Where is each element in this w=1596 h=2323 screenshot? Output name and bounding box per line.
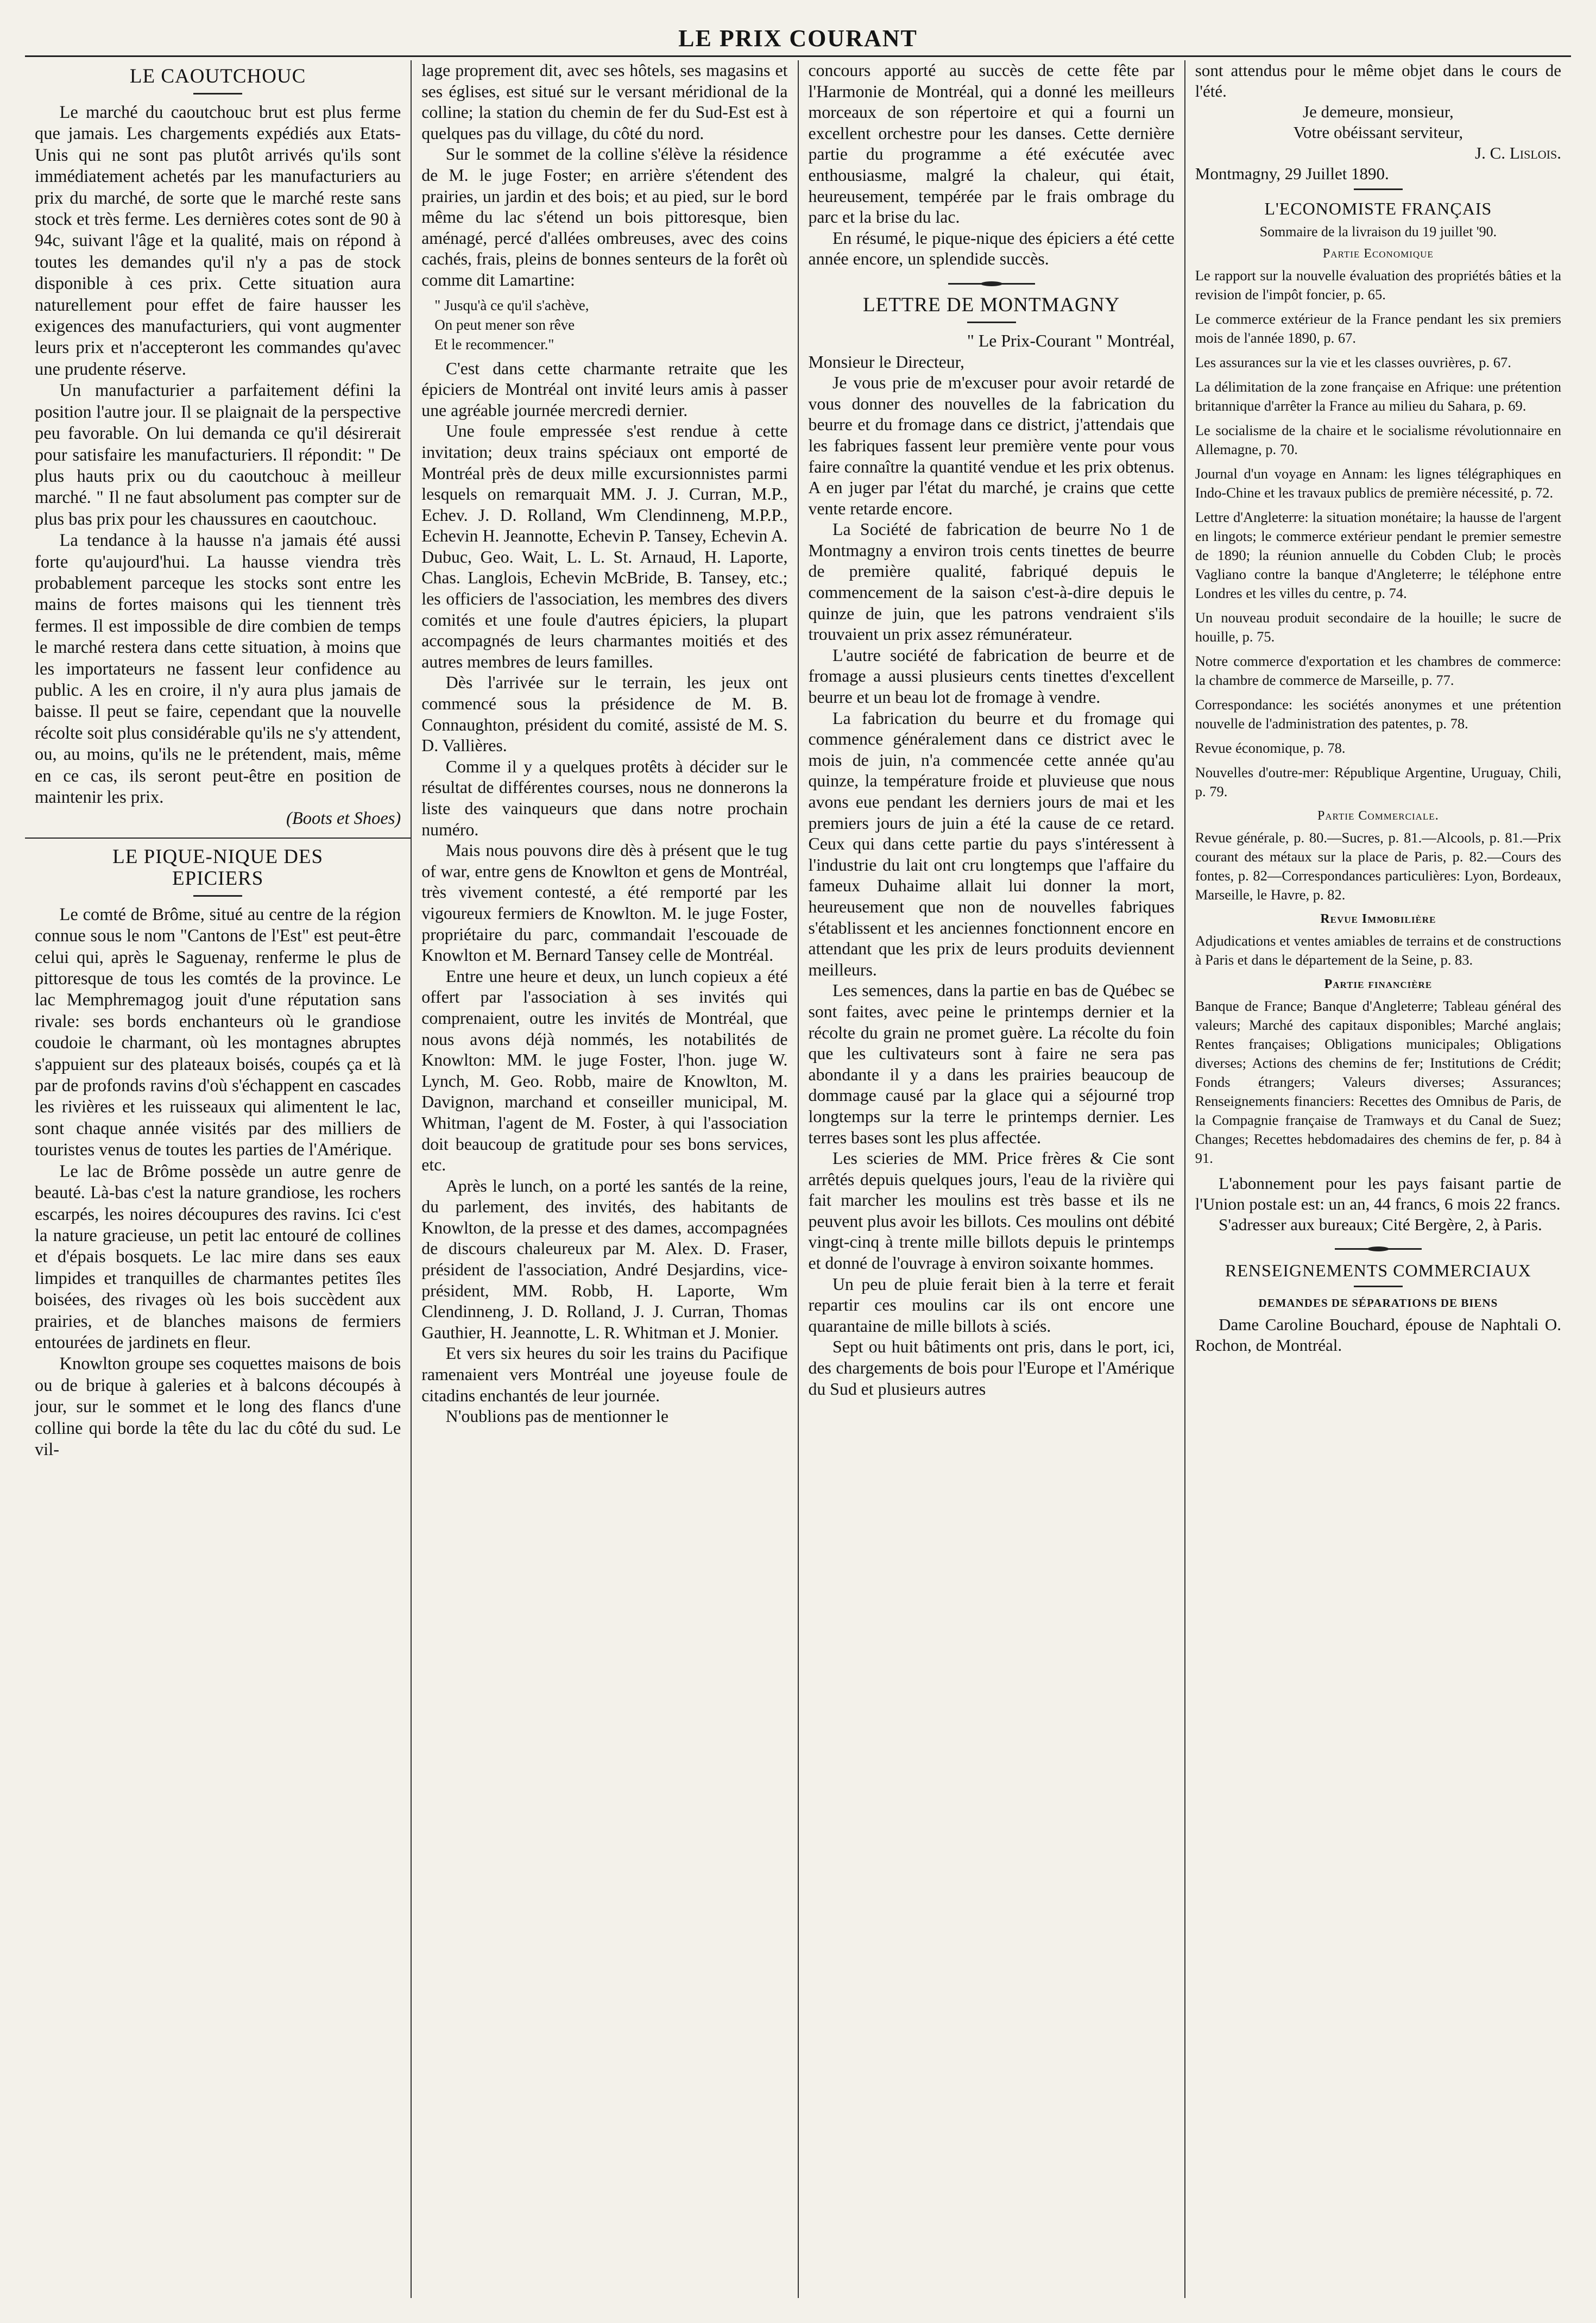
paragraph: Et vers six heures du soir les trains du Pacifique ramenaient vers Montréal une joyeuse foule de citadins enchantés de leur journée. [421, 1344, 788, 1405]
paragraph: N'oublions pas de mentionner le [445, 1407, 668, 1426]
paragraph: lage proprement dit, avec ses hôtels, ses magasins et ses églises, est situé sur le versant méridional de la colline; la station du chemin de fer du Sud-Est est à quelques pas du village, du côté du nord. [421, 61, 788, 143]
paragraph: Mais nous pouvons dire dès à présent que le tug of war, entre gens de Knowlton et gens de Montréal, très vivement contesté, a été remporté par les vigoureux fermiers de Knowlton. M. le juge Foster, propriétaire du parc, commandait l'escouade de Knowlton et M. Bernard Tansey celle de Montréal. [421, 841, 788, 965]
paragraph: Le lac de Brôme possède un autre genre de beauté. Là-bas c'est la nature grandiose, les rochers escarpés, les noires découpures des ravins. Ici c'est la nature gracieuse, un petit lac entouré de collines et d'épais bosquets. Le lac mire dans ses eaux limpides et tranquilles de charmantes petites îles boisées, des rivages où les bois succèdent aux prairies, et de blanches maisons de fermiers entourées de jardinets en fleur. [35, 1161, 401, 1352]
pique-nique-title-line2: EPICIERS [172, 867, 264, 890]
section-heading: Partie financière [1324, 977, 1433, 991]
poem-line: On peut mener son rêve [434, 316, 575, 333]
paragraph: Je vous prie de m'excuser pour avoir retardé de vous donner des nouvelles de la fabrication du beurre et du fromage dans ce district, j'attendais que les fabriques fassent leur première vente pour vous faire connaître la quantité vendue et les prix obtenus. A en juger par l'état du marché, je crains que cette vente retarde encore. [808, 373, 1175, 518]
section-heading: Partie Commerciale. [1317, 809, 1439, 823]
paragraph: Un manufacturier a parfaitement défini la position l'autre jour. Il se plaignait de la perspective peu favorable. On lui demanda ce qu'il désirerait pour satisfaire les manufacturiers. Il répondit: " De plus hauts prix ou du caoutchouc à meilleur marché. " Il ne faut absolument pas compter sur de plus bas prix pour les chaussures en caoutchouc. [35, 381, 401, 529]
toc-item: Les assurances sur la vie et les classes ouvrières, p. 67. [1195, 354, 1511, 370]
column-2 [412, 60, 798, 2298]
letter-closing: Je demeure, monsieur, [1303, 102, 1454, 121]
paragraph: Sept ou huit bâtiments ont pris, dans le port, ici, des chargements de bois pour l'Europe et l'Amérique du Sud et plusieurs autres [808, 1337, 1175, 1399]
poem-line: Et le recommencer." [434, 336, 554, 352]
title-rule [193, 93, 242, 95]
paragraph: Comme il y a quelques protêts à décider sur le résultat de différentes courses, nous ne donnerons la liste des vainqueurs que dans notre prochain numéro. [421, 757, 788, 839]
paragraph: Les semences, dans la partie en bas de Québec se sont faites, avec peine le printemps dernier et la récolte du grain ne promet guère. La récolte du foin que les cultivateurs sont à faire ne sera pas abondante il y a dans les prairies beaucoup de dommage causé par la glace qui a séjourné trop longtemps sur la terre le printemps dernier. Les terres bases sont les plus affectée. [808, 981, 1175, 1147]
economiste-sommaire: Sommaire de la livraison du 19 juillet '90. [1259, 224, 1497, 240]
poem-line: " Jusqu'à ce qu'il s'achève, [434, 297, 589, 313]
section-divider [25, 838, 411, 839]
column-1 [25, 60, 412, 2298]
poem-quote [434, 295, 787, 354]
paragraph: La Société de fabrication de beurre No 1 de Montmagny a environ trois cents tinettes de beurre de première qualité, fabriqué depuis le commencement de la saison c'est-à-dire depuis le quinze de juin, que les patrons vendraient s'ils trouvaient un prix assez rémunérateur. [808, 520, 1175, 644]
title-rule [193, 895, 242, 897]
toc-item: Un nouveau produit secondaire de la houille; le sucre de houille, p. 75. [1195, 609, 1561, 645]
table-of-contents [1195, 266, 1561, 1168]
title-rule [1354, 1286, 1403, 1287]
paragraph: Après le lunch, on a porté les santés de la reine, du parlement, des invités, des habitants de Knowlton, de la presse et des dames, accompagnées de discours chaleureux par M. Alex. D. Fraser, président de l'association, André Desjardins, vice-président, MM. Robb, H. Laporte, Wm Clendinneng, J. D. Rolland, J. J. Curran, Thomas Gauthier, H. Jeannotte, L. R. Whitman et J. Monier. [421, 1176, 788, 1342]
paragraph: Une foule empressée s'est rendue à cette invitation; deux trains spéciaux ont emporté de Montréal près de deux mille excursionnistes parmi lesquels on remarquait MM. J. J. Curran, M.P., Echev. J. D. Rolland, Wm Clendinneng, M.P.P., Echevin H. Jeannotte, Echevin P. Tansey, Echevin A. Dubuc, Geo. Wait, L. L. St. Arnaud, H. Laporte, Chas. Langlois, Echevin McBride, B. Tansey, etc.; les officiers de l'association, les membres des divers comités et une foule d'autres épiciers, la plupart accompagnés de leurs charmantes moitiés et des autres membres de leurs familles. [421, 421, 788, 671]
letter-signature: J. C. Lislois. [1475, 143, 1561, 162]
paragraph: concours apporté au succès de cette fête par l'Harmonie de Montréal, qui a donné les meilleurs morceaux de son répertoire et qui a fourni un excellent orchestre pour les danses. Cette dernière partie du programme a été exécutée avec enthousiasme, malgré la chaleur, qui était, heureusement, tempérée par le frais ombrage du parc et la brise du lac. [808, 61, 1175, 227]
column-3 [799, 60, 1185, 2298]
paragraph: sont attendus pour le même objet dans le cours de l'été. [1195, 61, 1561, 100]
paragraph: Le marché du caoutchouc brut est plus ferme que jamais. Les chargements expédiés aux Etats-Unis qui ne sont pas plutôt arrivés qu'ils sont immédiatement achetés par les manufacturiers au prix du marché, de sorte que le marché reste sans stock et très ferme. Les dernières cotes sont de 90 à 94c, suivant l'âge et la qualité, mais on répond à toutes les demandes qu'il n'y a pas de stock disponible à ces prix. Cette situation aura naturellement pour effet de faire hausser les exigences des manufacturiers, qui vont augmenter leurs prix et n'accepteront les commandes qu'avec une prudente réserve. [35, 103, 401, 379]
toc-item: Correspondance: les sociétés anonymes et une prétention nouvelle de l'administration des patentes, p. 78. [1195, 696, 1561, 732]
toc-item: Notre commerce d'exportation et les chambres de commerce: la chambre de commerce de Marseille, p. 77. [1195, 653, 1561, 688]
toc-item: Adjudications et ventes amiables de terrains et de constructions à Paris et dans le département de la Seine, p. 83. [1195, 933, 1561, 968]
paragraph: Un peu de pluie ferait bien à la terre et ferait repartir ces moulins car ils ont encore une quarantaine de mille billots à sciés. [808, 1274, 1175, 1336]
paragraph: Les scieries de MM. Price frères & Cie sont arrêtés depuis quelques jours, l'eau de la rivière qui fait marcher les moulins est très basse et ils ne peuvent plus avoir les billots. Ces moulins ont débité vingt-cinq à trente mille billots depuis le printemps et donné de l'ouvrage à environ soixante hommes. [808, 1149, 1175, 1273]
toc-item: Banque de France; Banque d'Angleterre; Tableau général des valeurs; Marché des capitaux disponibles; Marché anglais; Rentes françaises; Obligations municipales; Obligations diverses; Actions des chemins de fer; Institutions de Crédit; Fonds étrangers; Valeurs diverses; Assurances; Renseignements financiers: Recettes des Omnibus de Paris, de la Compagnie française de Tramways et du Canal de Suez; Changes; Recettes hebdomadaires des chemins de fer, p. 84 à 91. [1195, 998, 1561, 1166]
sub-heading: DEMANDES DE SÉPARATIONS DE BIENS [1258, 1296, 1498, 1310]
toc-item: Le commerce extérieur de la France pendant les six premiers mois de l'année 1890, p. 67. [1195, 311, 1561, 346]
columns [25, 60, 1571, 2298]
paragraph: Knowlton groupe ses coquettes maisons de bois ou de brique à galeries et à balcons découpés à jour, sur le sommet et le long des flancs d'une colline qui borde la tête du lac du côté du sud. Le vil- [35, 1354, 401, 1459]
lettre-title: LETTRE DE MONTMAGNY [863, 293, 1120, 316]
column-4 [1185, 60, 1571, 2298]
letter-address: " Le Prix-Courant " Montréal, [967, 331, 1175, 350]
ornament-divider [948, 283, 1035, 285]
toc-item: Le rapport sur la nouvelle évaluation des propriétés bâties et la revision de l'impôt foncier, p. 65. [1195, 267, 1561, 303]
renseignements-title: RENSEIGNEMENTS COMMERCIAUX [1225, 1261, 1531, 1280]
section-heading: Revue Immobilière [1320, 912, 1436, 926]
paragraph: L'abonnement pour les pays faisant partie de l'Union postale est: un an, 44 francs, 6 mois 22 francs. [1195, 1174, 1561, 1213]
paragraph: L'autre société de fabrication de beurre et de fromage a aussi plusieurs cents tinettes d'excellent beurre et un beau lot de fromage à vendre. [808, 645, 1175, 707]
section-heading: Partie Economique [1322, 247, 1434, 261]
paragraph: C'est dans cette charmante retraite que les épiciers de Montréal ont invité leurs amis à passer une agréable journée mercredi dernier. [421, 358, 788, 420]
toc-item: Revue générale, p. 80.—Sucres, p. 81.—Alcools, p. 81.—Prix courant des métaux sur la place de Paris, p. 82.—Cours des fontes, p. 82—Correspondances particulières: Lyon, Bordeaux, Marseille, le Havre, p. 82. [1195, 829, 1561, 903]
paragraph: Dès l'arrivée sur le terrain, les jeux ont commencé sous la présidence de M. B. Connaughton, président du comité, assisté de M. S. D. Vallières. [421, 673, 788, 756]
source-credit: (Boots et Shoes) [286, 809, 401, 829]
toc-item: Le socialisme de la chaire et le socialisme révolutionnaire en Allemagne, p. 70. [1195, 422, 1561, 457]
section-rule [1354, 188, 1403, 190]
caoutchouc-title: LE CAOUTCHOUC [129, 65, 306, 87]
paragraph: Dame Caroline Bouchard, épouse de Naphtali O. Rochon, de Montréal. [1195, 1315, 1561, 1355]
paragraph: La fabrication du beurre et du fromage qui commence généralement dans ce district avec le mois de juin, n'a commencée cette année qu'au quinze, la température froide et pluvieuse que nous avons eue pendant les derniers jours de mai et les premiers jours de juin a été la cause de ce retard. Ceux qui dans cette partie du pays s'intéressent à l'industrie du lait ont cru longtemps que l'affaire du fameux Duhaime allait lui donner la mort, heureusement que non de nouvelles fabriques s'établissent et les anciennes fonctionnent encore en attendant que les prix de leurs produits deviennent meilleurs. [808, 708, 1175, 979]
economiste-title: L'ECONOMISTE FRANÇAIS [1264, 199, 1492, 218]
paragraph: S'adresser aux bureaux; Cité Bergère, 2, à Paris. [1219, 1215, 1542, 1234]
toc-item: Journal d'un voyage en Annam: les lignes télégraphiques en Indo-Chine et les travaux publics de première nécessité, p. 72. [1195, 465, 1561, 501]
toc-item: La délimitation de la zone française en Afrique: une prétention britannique d'arrêter la France au milieu du Sahara, p. 69. [1195, 379, 1561, 414]
paragraph: En résumé, le pique-nique des épiciers a été cette année encore, un splendide succès. [808, 228, 1175, 269]
title-rule [967, 322, 1016, 323]
paragraph: Sur le sommet de la colline s'élève la résidence de M. le juge Foster; en arrière s'étendent des prairies, un jardin et des bois; et au pied, sur le bord même du lac s'étend un bois pittoresque, bien aménagé, percé d'allées ombreuses, avec des coins cachés, frais, pleins de bonnes senteurs de la forêt où comme dit Lamartine: [421, 144, 788, 289]
paragraph: La tendance à la hausse n'a jamais été aussi forte qu'aujourd'hui. La hausse viendra très probablement parceque les stocks sont entre les mains de fortes maisons qui les tiennent très fermes. Il est impossible de dire combien de temps le marché restera dans cette situation, à moins que les importateurs ne fassent leur confidence au public. A les en croire, il n'y aura plus jamais de baisse. Il peut se faire, cependant que la nouvelle récolte soit plus considérable qu'ils ne s'y attendent, ou, au moins, qu'ils ne le prétendent, mais, même en ce cas, ils seront peut-être en position de maintenir les prix. [35, 531, 401, 807]
toc-item: Revue économique, p. 78. [1195, 740, 1346, 756]
letter-closing: Votre obéissant serviteur, [1293, 123, 1463, 142]
toc-item: Lettre d'Angleterre: la situation monétaire; la hausse de l'argent en lingots; le commerce extérieur pendant le premier semestre de 1890; la réunion annuelle du Cobden Club; le procès Vagliano contre la banque d'Angleterre; le téléphone entre Londres et les villes du centre, p. 74. [1195, 509, 1561, 601]
letter-dateline: Montmagny, 29 Juillet 1890. [1195, 164, 1389, 183]
ornament-divider [1335, 1248, 1422, 1250]
toc-item: Nouvelles d'outre-mer: République Argentine, Uruguay, Chili, p. 79. [1195, 764, 1561, 799]
letter-salutation: Monsieur le Directeur, [808, 352, 964, 372]
pique-nique-title-line1: LE PIQUE-NIQUE DES [112, 845, 324, 868]
masthead: LE PRIX COURANT [25, 22, 1571, 57]
paragraph: Le comté de Brôme, situé au centre de la région connue sous le nom "Cantons de l'Est" est peut-être celui qui, après le Saguenay, renferme le plus de pittoresque de tous les comtés de la province. Le lac Memphremagog jouit d'une réputation sans rivale: ses bords enchanteurs où le grandiose coudoie le charmant, où les montagnes abruptes s'appuient sur des plateaux boisés, coupés ça et là par de profonds ravins d'où s'échappent en cascades les rivières et les ruisseaux qui alimentent le lac, sont chaque année visités par des milliers de touristes venus de toutes les parties de l'Amérique. [35, 904, 401, 1160]
paragraph: Entre une heure et deux, un lunch copieux a été offert par l'association à ses invités qui comprenaient, outre les invités de Montréal, que nous avons déjà nommés, les notabilités de Knowlton: MM. le juge Foster, l'hon. juge W. Lynch, M. Geo. Robb, maire de Knowlton, M. Davignon, marchand et conseiller municipal, M. Whitman, l'agent de M. Foster, à qui l'association doit beaucoup de gratitude pour ses bons services, etc. [421, 966, 788, 1175]
